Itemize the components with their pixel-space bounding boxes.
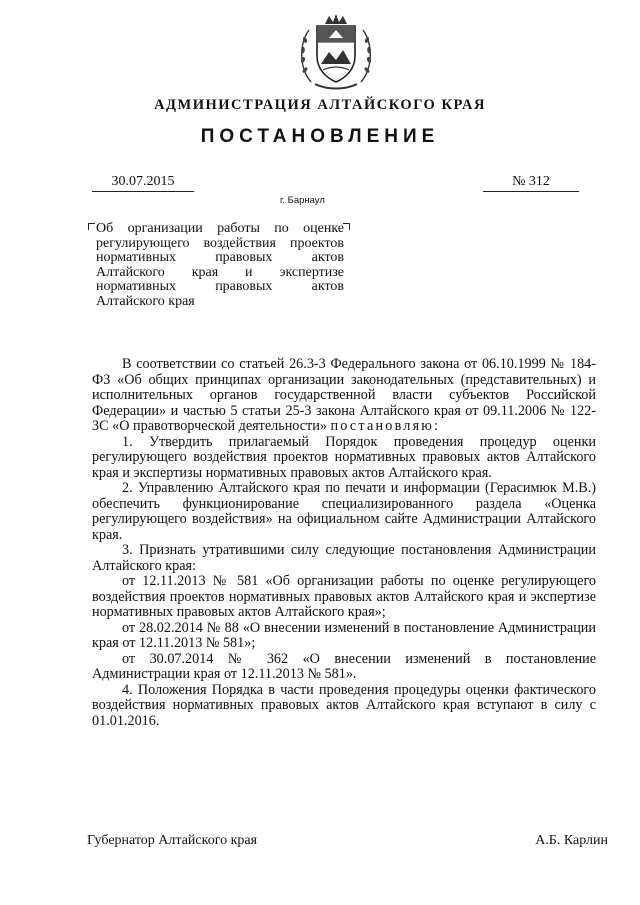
document-subject: Об организации работы по оценке регулирующего воздействия проектов нормативных правовых актов Алтайского края и экспертизе нормативных правовых актов Алтайского края xyxy=(96,221,344,309)
body-item-3-sub-3: от 30.07.2014 № 362 «О внесении изменений в постановление Администрации края от 12.11.2013 № 581». xyxy=(92,650,596,682)
decree-word: постановляю: xyxy=(330,418,441,434)
document-number: № 312 xyxy=(483,174,579,192)
document-date: 30.07.2015 xyxy=(92,174,194,192)
organization-name: АДМИНИСТРАЦИЯ АЛТАЙСКОГО КРАЯ xyxy=(154,97,486,113)
subject-corner-right xyxy=(343,223,350,230)
body-item-2: 2. Управлению Алтайского края по печати и информации (Герасимюк М.В.) обеспечить функционирование специализированного раздела «Оценка регулирующего воздействия» на официальном сайте Администрации Алтайского края. xyxy=(92,480,596,543)
document-city: г. Барнаул xyxy=(280,195,325,206)
preamble xyxy=(92,357,596,435)
preamble-text: В соответствии со статьей 26.3-3 Федерального закона от 06.10.1999 № 184-ФЗ «Об общих принципах организации законодательных (представительных) и исполнительных органов государственной власти субъектов Российской Федерации» и частью 5 статьи 25-3 закона Алтайского края от 09.11.2006 № 122-ЗС «О правотворческой деятельности» xyxy=(92,356,596,434)
body-item-3-sub-1: от 12.11.2013 № 581 «Об организации работы по оценке регулирующего воздействия проектов нормативных правовых актов Алтайского края и экспертизе нормативных правовых актов Алтайского края»; xyxy=(92,573,596,620)
body-item-3-sub-2: от 28.02.2014 № 88 «О внесении изменений в постановление Администрации края от 12.11.2013 № 581»; xyxy=(92,619,596,651)
signer-name: А.Б. Карлин xyxy=(535,833,608,848)
subject-corner-left xyxy=(88,223,95,230)
body-item-1: 1. Утвердить прилагаемый Порядок проведения процедур оценки регулирующего воздействия проектов нормативных правовых актов Алтайского края и экспертизы нормативных правовых актов Алтайского края. xyxy=(92,433,596,481)
document-type: ПОСТАНОВЛЕНИЕ xyxy=(200,126,440,147)
body-item-3: 3. Признать утратившими силу следующие постановления Администрации Алтайского края: xyxy=(92,542,596,574)
body-item-4: 4. Положения Порядка в части проведения процедуры оценки фактического воздействия нормативных правовых актов Алтайского края вступают в силу с 01.01.2016. xyxy=(92,681,596,729)
altai-krai-coat-of-arms-icon xyxy=(293,8,379,94)
signer-title: Губернатор Алтайского края xyxy=(87,833,258,848)
subject-block xyxy=(92,222,344,309)
document-body xyxy=(92,357,596,729)
